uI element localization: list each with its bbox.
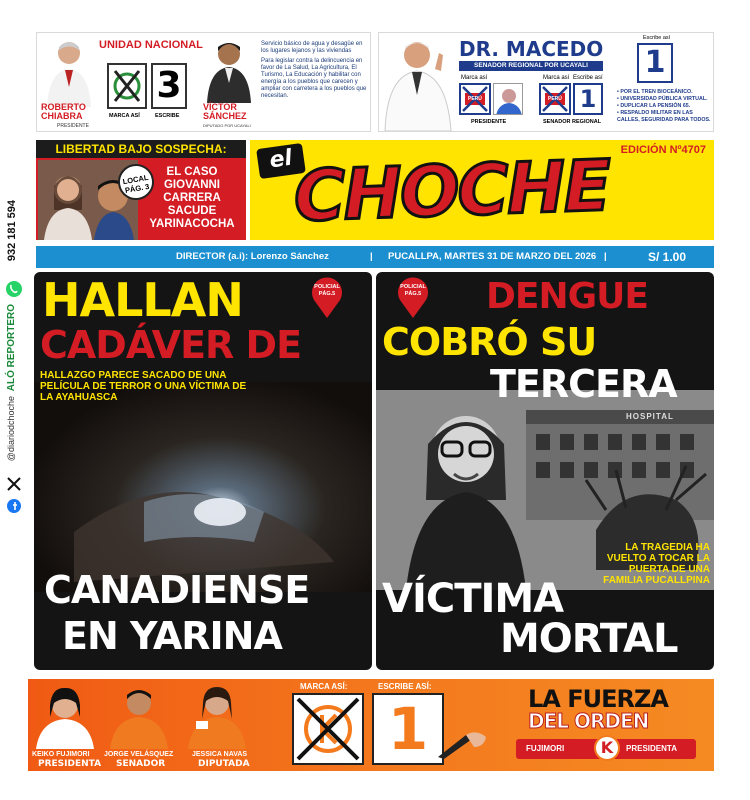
ballot-number-box: 3 [151, 63, 187, 109]
edition-number: EDICIÓN Nº4707 [620, 144, 706, 156]
candidate-photo-navas [184, 683, 250, 749]
party-tag-2: PERÚ [548, 96, 562, 102]
ad-fuerza-popular[interactable] [28, 679, 714, 771]
story2-deck: LA TRAGEDIA HA VUELTO A TOCAR LA PUERTA DE UNA FAMILIA PUCALLPINA [603, 542, 710, 586]
ad-dr-macedo[interactable] [378, 32, 714, 132]
macedo-bullet-3: • DUPLICAR LA PENSIÓN 65. [617, 103, 691, 109]
escribe-label: ESCRIBE [155, 113, 180, 119]
side-contact-strip [4, 200, 26, 530]
person2-role: SENADOR [116, 759, 166, 769]
ad-unidad-nacional[interactable] [36, 32, 371, 132]
hospital-sign: HOSPITAL [626, 412, 674, 421]
footer-bar [516, 739, 696, 759]
pen-hand-icon [436, 729, 488, 759]
ballot-president-photo [493, 83, 523, 115]
story2-badge: POLICIAL PÁG.5 [400, 284, 426, 297]
candidate1-name: ROBERTO CHIABRA [41, 102, 86, 121]
local-badge: LOCAL PÁG. 3 [115, 161, 157, 203]
story2-line5: MORTAL [500, 616, 678, 662]
masthead[interactable] [250, 140, 714, 240]
ballot-senator-number: 1 [573, 83, 603, 115]
person1-role: PRESIDENTA [38, 759, 102, 769]
marca-label-1: Marca así [461, 75, 488, 81]
ballot-number: 1 [372, 693, 444, 765]
label-senator: SENADOR REGIONAL [543, 119, 602, 125]
macedo-bullets [617, 89, 713, 124]
story1-photo [34, 382, 372, 592]
person3-name: JESSICA NAVAS [192, 751, 248, 758]
macedo-bullet-2: • UNIVERSIDAD PÚBLICA VIRTUAL. [617, 96, 708, 102]
label-president: PRESIDENTE [471, 119, 507, 125]
story1-line3: CANADIENSE [44, 568, 310, 612]
price: S/ 1.00 [648, 250, 687, 264]
escribe-label: Escribe así [573, 75, 603, 81]
reporter-label: ALÓ REPORTERO [6, 304, 17, 392]
story1-line2: CADÁVER DE [40, 323, 302, 367]
candidate2-role: DIPUTADO POR UCAYALI [203, 123, 251, 128]
marca-label: MARCA ASÍ: [300, 682, 348, 691]
ad-bullet-2: Para legislar contra la delincuencia en favor de La Salud, La Agricultura, El Turismo, La Educación y habilitar con energía a los pueblos que carecen y ampliar con carretera a los pueblos que necesitan. [261, 58, 367, 99]
candidate-photo-sanchez [205, 37, 253, 103]
teaser-headline: LIBERTAD BAJO SOSPECHA: [36, 140, 246, 158]
ballot-k-mark [292, 693, 364, 765]
story2-line1: DENGUE [486, 276, 648, 317]
person3-role: DIPUTADA [198, 759, 250, 769]
ad-party-name: UNIDAD NACIONAL [99, 39, 203, 51]
story-canadian[interactable] [34, 272, 372, 670]
story1-badge: POLICIAL PÁG.5 [314, 284, 340, 297]
teaser-box[interactable] [36, 140, 246, 240]
marca-label: MARCA ASÍ [109, 113, 140, 119]
story2-line3: TERCERA [490, 362, 677, 406]
marca-label-2: Marca así [543, 75, 570, 81]
director-credit: DIRECTOR (a.i): Lorenzo Sánchez [176, 251, 329, 262]
separator: | [370, 251, 373, 262]
footer-right: PRESIDENTA [626, 744, 677, 753]
ballot-president-mark [459, 83, 491, 115]
k-logo-icon: K [594, 735, 620, 761]
footer-left: FUJIMORI [526, 744, 565, 753]
macedo-bullet-4: • RESPALDO MILITAR EN LAS CALLES, SEGURIDAD PARA TODOS. [617, 110, 711, 123]
ad-bullets [261, 41, 369, 100]
candidate-photo-macedo [381, 35, 455, 131]
story1-line1: HALLAN [42, 273, 243, 327]
macedo-bullet-1: • POR EL TREN BIOCEÁNICO. [617, 89, 693, 95]
social-handle: @diariodchoche [6, 396, 16, 462]
logo-el-badge: el [256, 143, 306, 179]
escribe-top-label: Escribe así [643, 35, 671, 41]
slogan-line2: DEL ORDEN [528, 709, 649, 733]
story2-line4: VÍCTIMA [382, 576, 564, 622]
person1-name: KEIKO FUJIMORI [32, 751, 90, 758]
macedo-name: DR. MACEDO [459, 37, 604, 61]
party-tag-1: PERÚ [468, 96, 482, 102]
teaser-text: EL CASO GIOVANNI CARRERA SACUDE YARINACOCHA [149, 166, 235, 230]
logo-text: CHOCHE [292, 144, 611, 238]
ballot-senator-mark [539, 83, 571, 115]
phone-number: 932 181 594 [6, 200, 18, 262]
story-dengue[interactable] [376, 272, 714, 670]
person2-name: JORGE VELÁSQUEZ [104, 751, 174, 758]
story1-deck: HALLAZGO PARECE SACADO DE UNA PELÍCULA DE TERROR O UNA VÍCTIMA DE LA AYAHUASCA [40, 370, 247, 403]
candidate-photo-keiko [32, 683, 98, 749]
whatsapp-icon[interactable] [5, 280, 23, 298]
candidate-photo-velasquez [106, 683, 172, 749]
x-icon[interactable] [6, 476, 22, 492]
escribe-label: ESCRIBE ASÍ: [378, 682, 432, 691]
candidate-photo-chiabra [45, 37, 93, 107]
candidate1-role: PRESIDENTE [57, 123, 89, 129]
info-bar [36, 246, 714, 268]
ad-bullet-1: Servicio básico de agua y desagüe en los lugares lejanos y las viviendas [261, 41, 363, 54]
ballot-mark-box [107, 63, 147, 109]
macedo-subtitle: SENADOR REGIONAL POR UCAYALI [459, 61, 603, 71]
ballot-top-number: 1 [637, 43, 673, 83]
separator: | [604, 251, 607, 262]
facebook-icon[interactable] [6, 498, 22, 514]
slogan-line1: LA FUERZA [528, 685, 668, 713]
story2-line2: COBRÓ SU [382, 320, 597, 364]
location-date: PUCALLPA, MARTES 31 DE MARZO DEL 2026 [388, 251, 597, 262]
candidate2-name: VÍCTOR SÁNCHEZ [203, 102, 247, 121]
story1-line4: EN YARINA [62, 614, 282, 658]
